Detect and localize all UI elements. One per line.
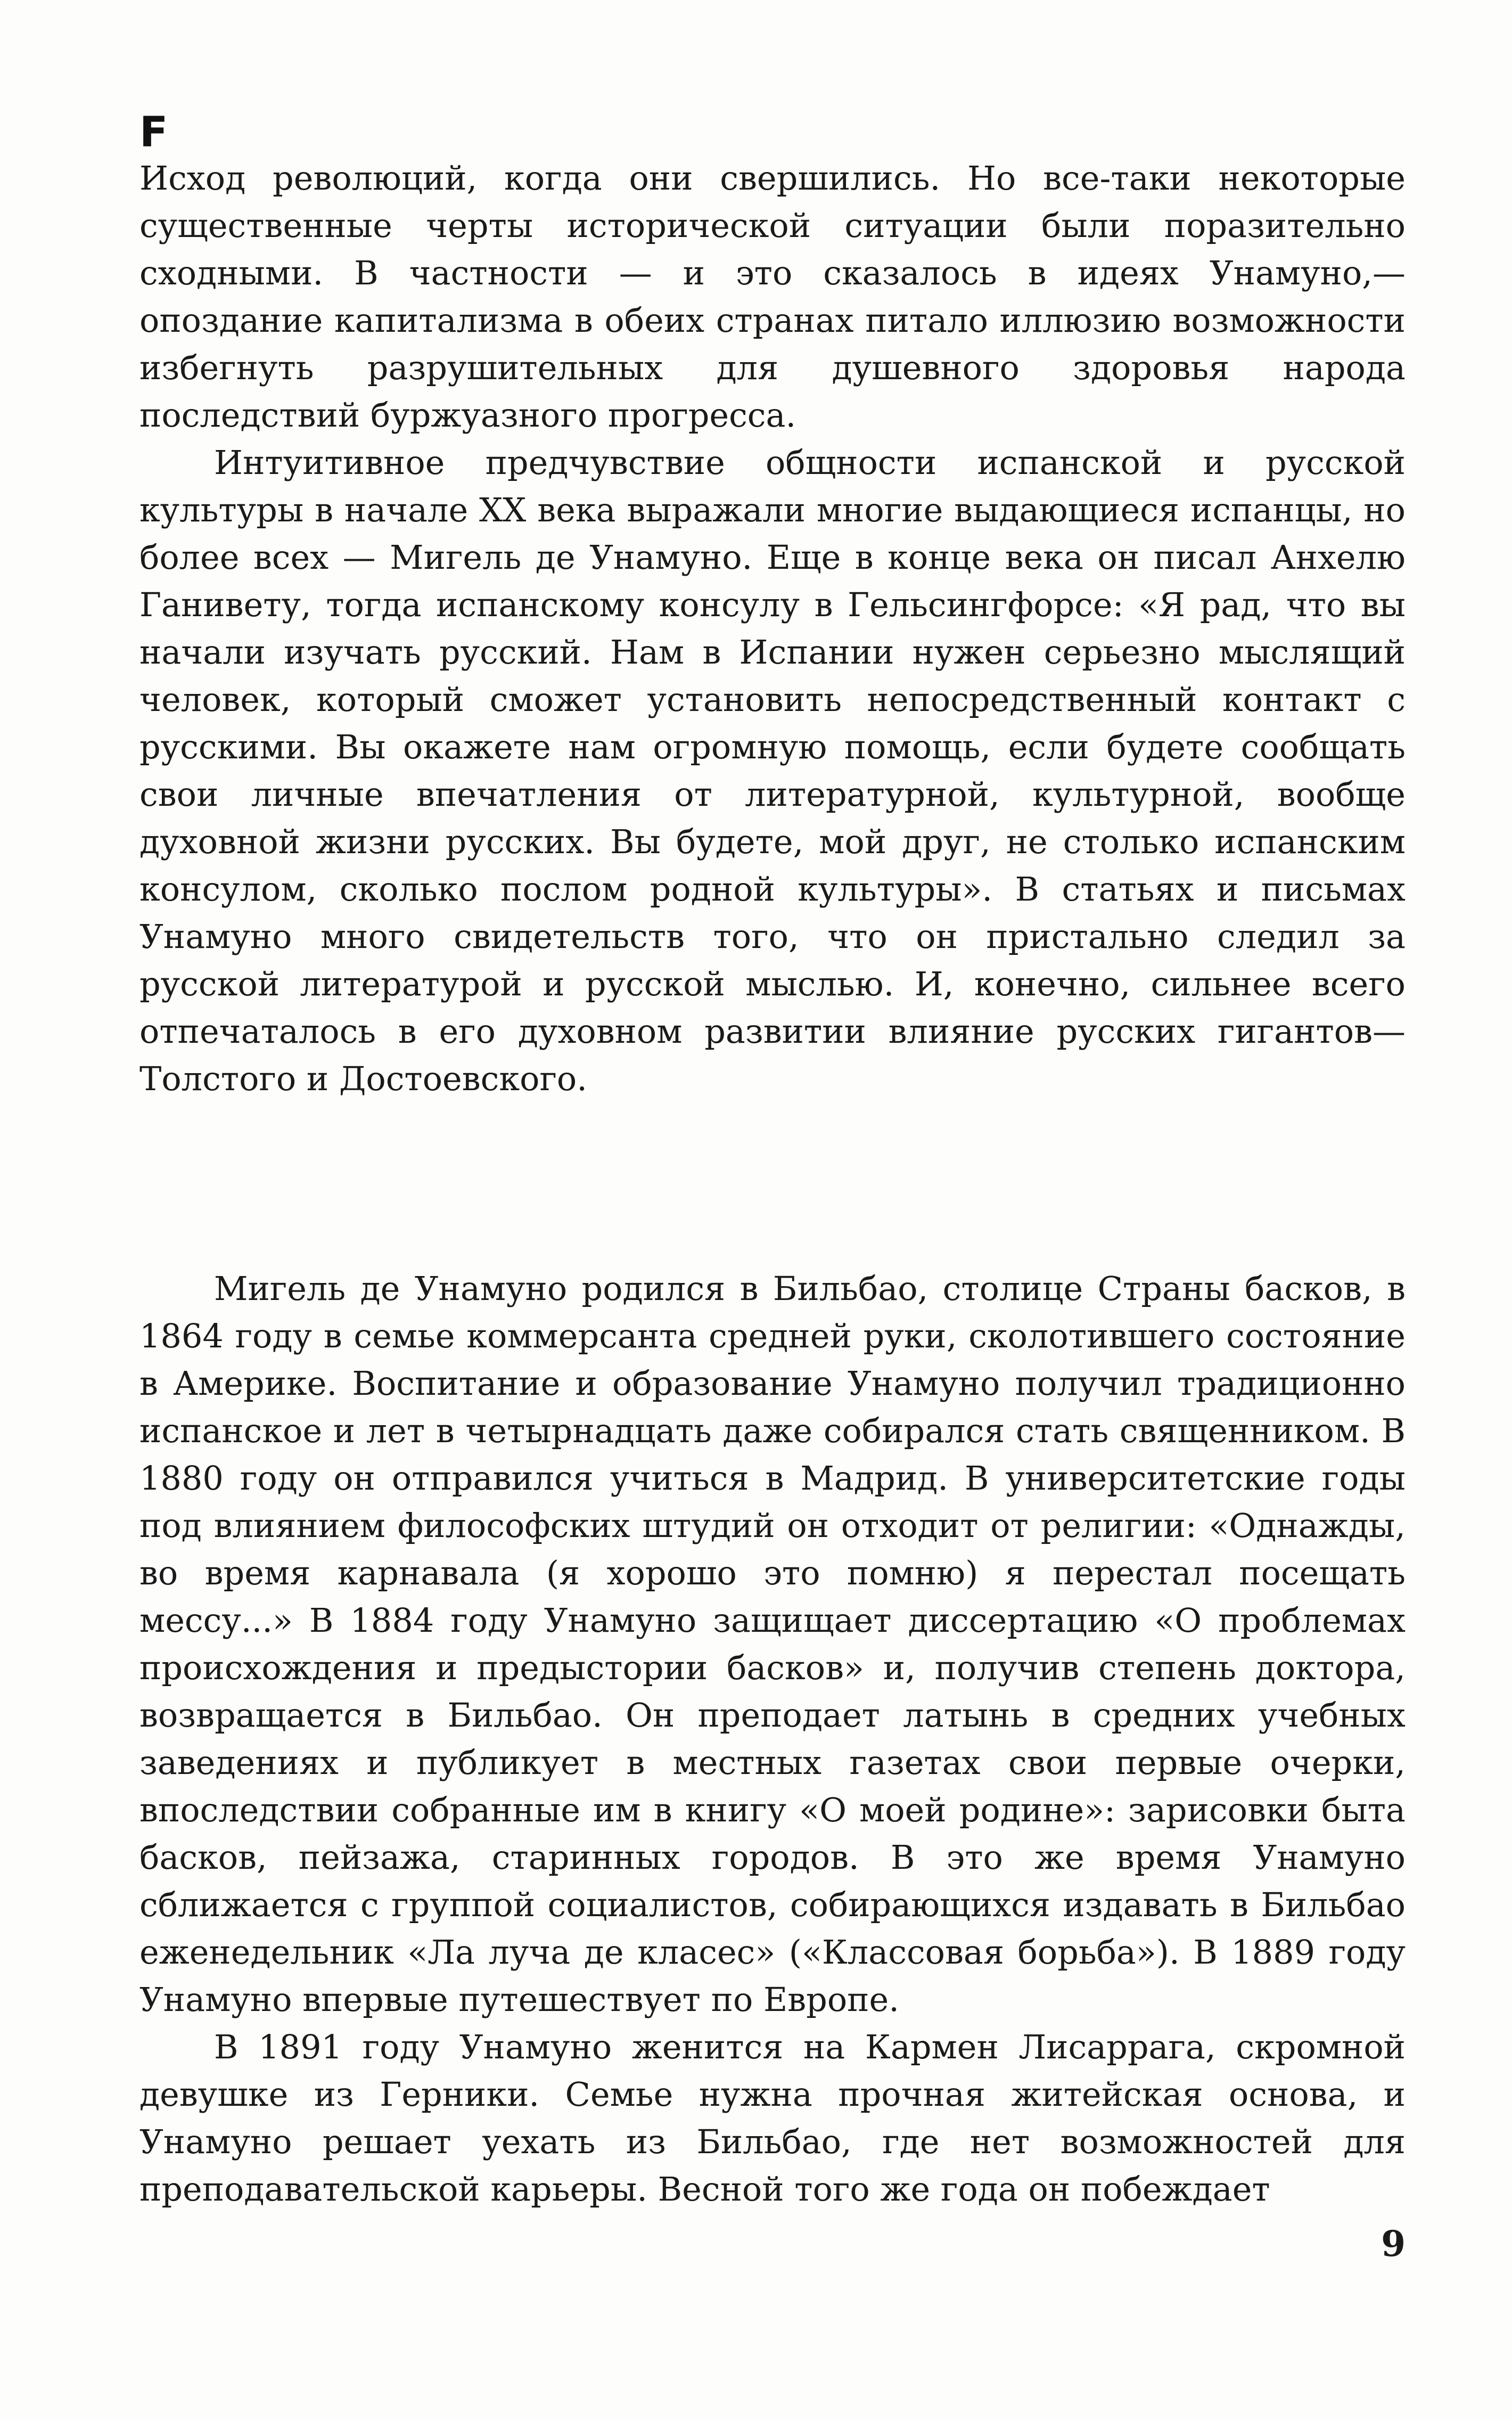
corner-mark: F (139, 109, 168, 157)
paragraph-3: Мигель де Унамуно родился в Бильбао, столице Страны басков, в 1864 году в семье коммерсанта средней руки, сколотившего состояние в Америке. Воспитание и образование Унамуно получил традиционно испанское и лет в четырнадцать даже собирался стать священником. В 1880 году он отправился учиться в Мадрид. В университетские годы под влиянием философских штудий он отходит от религии: «Однажды, во время карнавала (я хорошо это помню) я перестал посещать мессу...» В 1884 году Унамуно защищает диссертацию «О проблемах происхождения и предыстории басков» и, получив степень доктора, возвращается в Бильбао. Он преподает латынь в средних учебных заведениях и публикует в местных газетах свои первые очерки, впоследствии собранные им в книгу «О моей родине»: зарисовки быта басков, пейзажа, старинных городов. В это же время Унамуно сближается с группой социалистов, собирающихся издавать в Бильбао еженедельник «Ла луча де класес» («Классовая борьба»). В 1889 году Унамуно впервые путешествует по Европе. (139, 1269, 1406, 2019)
page-number: 9 (1381, 2223, 1406, 2264)
paragraph-2: Интуитивное предчувствие общности испанской и русской культуры в начале XX века выражали многие выдающиеся испанцы, но более всех — Мигель де Унамуно. Еще в конце века он писал Анхелю Ганивету, тогда испанскому консулу в Гельсингфорсе: «Я рад, что вы начали изучать русский. Нам в Испании нужен серьезно мыслящий человек, который сможет установить непосредственный контакт с русскими. Вы окажете нам огромную помощь, если будете сообщать свои личные впечатления от литературной, культурной, вообще духовной жизни русских. Вы будете, мой друг, не столько испанским консулом, сколько послом родной культуры». В статьях и письмах Унамуно много свидетельств того, что он пристально следил за русской литературой и русской мыслью. И, конечно, сильнее всего отпечаталось в его духовном развитии влияние русских гигантов— Толстого и Достоевского. (139, 443, 1406, 1098)
paragraph-4: В 1891 году Унамуно женится на Кармен Лисаррага, скромной девушке из Герники. Семье нужна прочная житейская основа, и Унамуно решает уехать из Бильбао, где нет возможностей для преподавательской карьеры. Весной того же года он побеждает (139, 2027, 1406, 2209)
paragraph-1: Исход революций, когда они свершились. Но все-таки некоторые существенные черты исторической ситуации были поразительно сходными. В частности — и это сказалось в идеях Унамуно,— опоздание капитализма в обеих странах питало иллюзию возможности избегнуть разрушительных для душевного здоровья народа последствий буржуазного прогресса. (139, 159, 1406, 435)
text-section-top (139, 154, 1406, 1102)
text-section-bottom (139, 1265, 1406, 2213)
